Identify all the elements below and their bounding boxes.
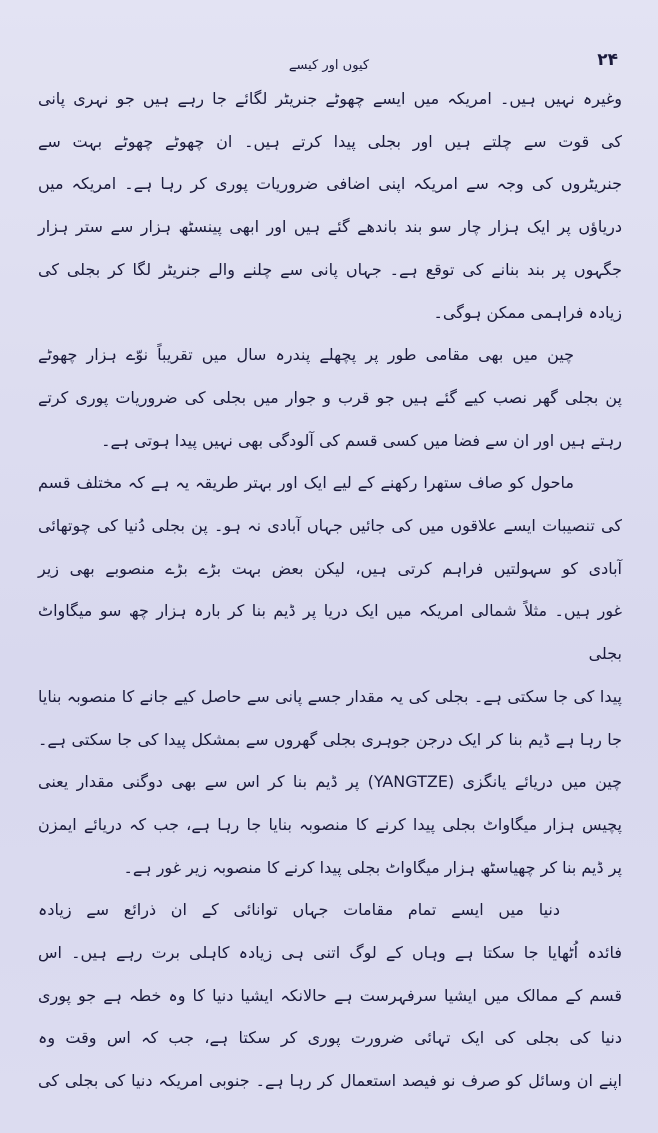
text-line: پچیس ہزار میگاواٹ بجلی پیدا کرنے کا منصوبہ بنایا جا رہا ہے، جب کہ دریائے ایمزن (38, 814, 622, 834)
text-line: دنیا کی بجلی کی ایک تہائی ضرورت پوری کر سکتا ہے، جب کہ اس وقت وہ (38, 1028, 622, 1048)
text-line: اپنے ان وسائل کو صرف نو فیصد استعمال کر رہا ہے۔ جنوبی امریکہ دنیا کی بجلی کی (38, 1071, 622, 1091)
paragraph-start-line: چین میں بھی مقامی طور پر پچھلے پندرہ سال میں تقریباً نوّے ہزار چھوٹے (38, 345, 574, 365)
page-body-text (38, 78, 622, 1103)
text-line: کی قوت سے چلتے ہیں اور بجلی پیدا کرتے ہیں۔ ان چھوٹے چھوٹے بہت سے (38, 131, 622, 151)
text-line: آبادی کو سہولتیں فراہم کرتی ہیں، لیکن بعض بہت بڑے بڑے منصوبے بھی زیر (38, 558, 622, 578)
text-line: فائدہ اُٹھایا جا سکتا ہے وہاں کے لوگ اتنی ہی زیادہ کاہلی برت رہے ہیں۔ اس (38, 943, 622, 963)
text-line: جنریٹروں کی وجہ سے امریکہ اپنی اضافی ضروریات پوری کر رہا ہے۔ امریکہ میں (38, 174, 623, 194)
text-line: وغیرہ نہیں ہیں۔ امریکہ میں ایسے چھوٹے جنریٹر لگائے جا رہے ہیں جو نہری پانی (38, 89, 622, 108)
page-number: ۲۴ (597, 50, 618, 70)
text-line: غور ہیں۔ مثلاً شمالی امریکہ میں ایک دریا پر ڈیم بنا کر بارہ ہزار چھ سو میگاواٹ بجلی (38, 601, 622, 664)
text-line: پن بجلی گھر نصب کیے گئے ہیں جو قرب و جوار میں بجلی کی ضروریات پوری کرتے (38, 387, 622, 407)
paragraph-start-line: دنیا میں ایسے تمام مقامات جہاں توانائی کے ان ذرائع سے زیادہ (38, 900, 560, 920)
text-line: چین میں دریائے یانگزی (YANGTZE) پر ڈیم بنا کر اس سے بھی دوگنی مقدار یعنی (38, 772, 622, 792)
text-line: پر ڈیم بنا کر چھیاسٹھ ہزار میگاواٹ بجلی پیدا کرنے کا منصوبہ زیر غور ہے۔ (123, 857, 622, 877)
text-line: کی تنصیبات ایسے علاقوں میں کی جائیں جہاں آبادی نہ ہو۔ پن بجلی دُنیا کی چوتھائی (38, 516, 622, 536)
text-line: جا رہا ہے ڈیم بنا کر ایک درجن جوہری بجلی گھروں سے بمشکل پیدا کی جا سکتی ہے۔ (38, 729, 622, 749)
paragraph-start-line: ماحول کو صاف ستھرا رکھنے کے لیے ایک اور بہتر طریقہ یہ ہے کہ مختلف قسم (38, 473, 574, 493)
text-line: زیادہ فراہمی ممکن ہوگی۔ (433, 302, 622, 322)
text-line: جگہوں پر بند بنانے کی توقع ہے۔ جہاں پانی سے چلنے والے جنریٹر لگا کر بجلی کی (38, 259, 622, 279)
text-line: قسم کے ممالک میں ایشیا سرفہرست ہے حالانکہ ایشیا دنیا کا وہ خطہ ہے جو پوری (38, 985, 622, 1005)
text-line: رہتے ہیں اور ان سے فضا میں کسی قسم کی آلودگی بھی نہیں پیدا ہوتی ہے۔ (101, 430, 622, 450)
running-head: کیوں اور کیسے (288, 58, 370, 73)
text-line: پیدا کی جا سکتی ہے۔ بجلی کی یہ مقدار جسے پانی سے حاصل کیے جانے کا منصوبہ بنایا (38, 686, 622, 706)
text-line: دریاؤں پر ایک ہزار چار سو بند باندھے گئے ہیں اور ابھی پینسٹھ ہزار سے ستر ہزار (38, 217, 622, 237)
